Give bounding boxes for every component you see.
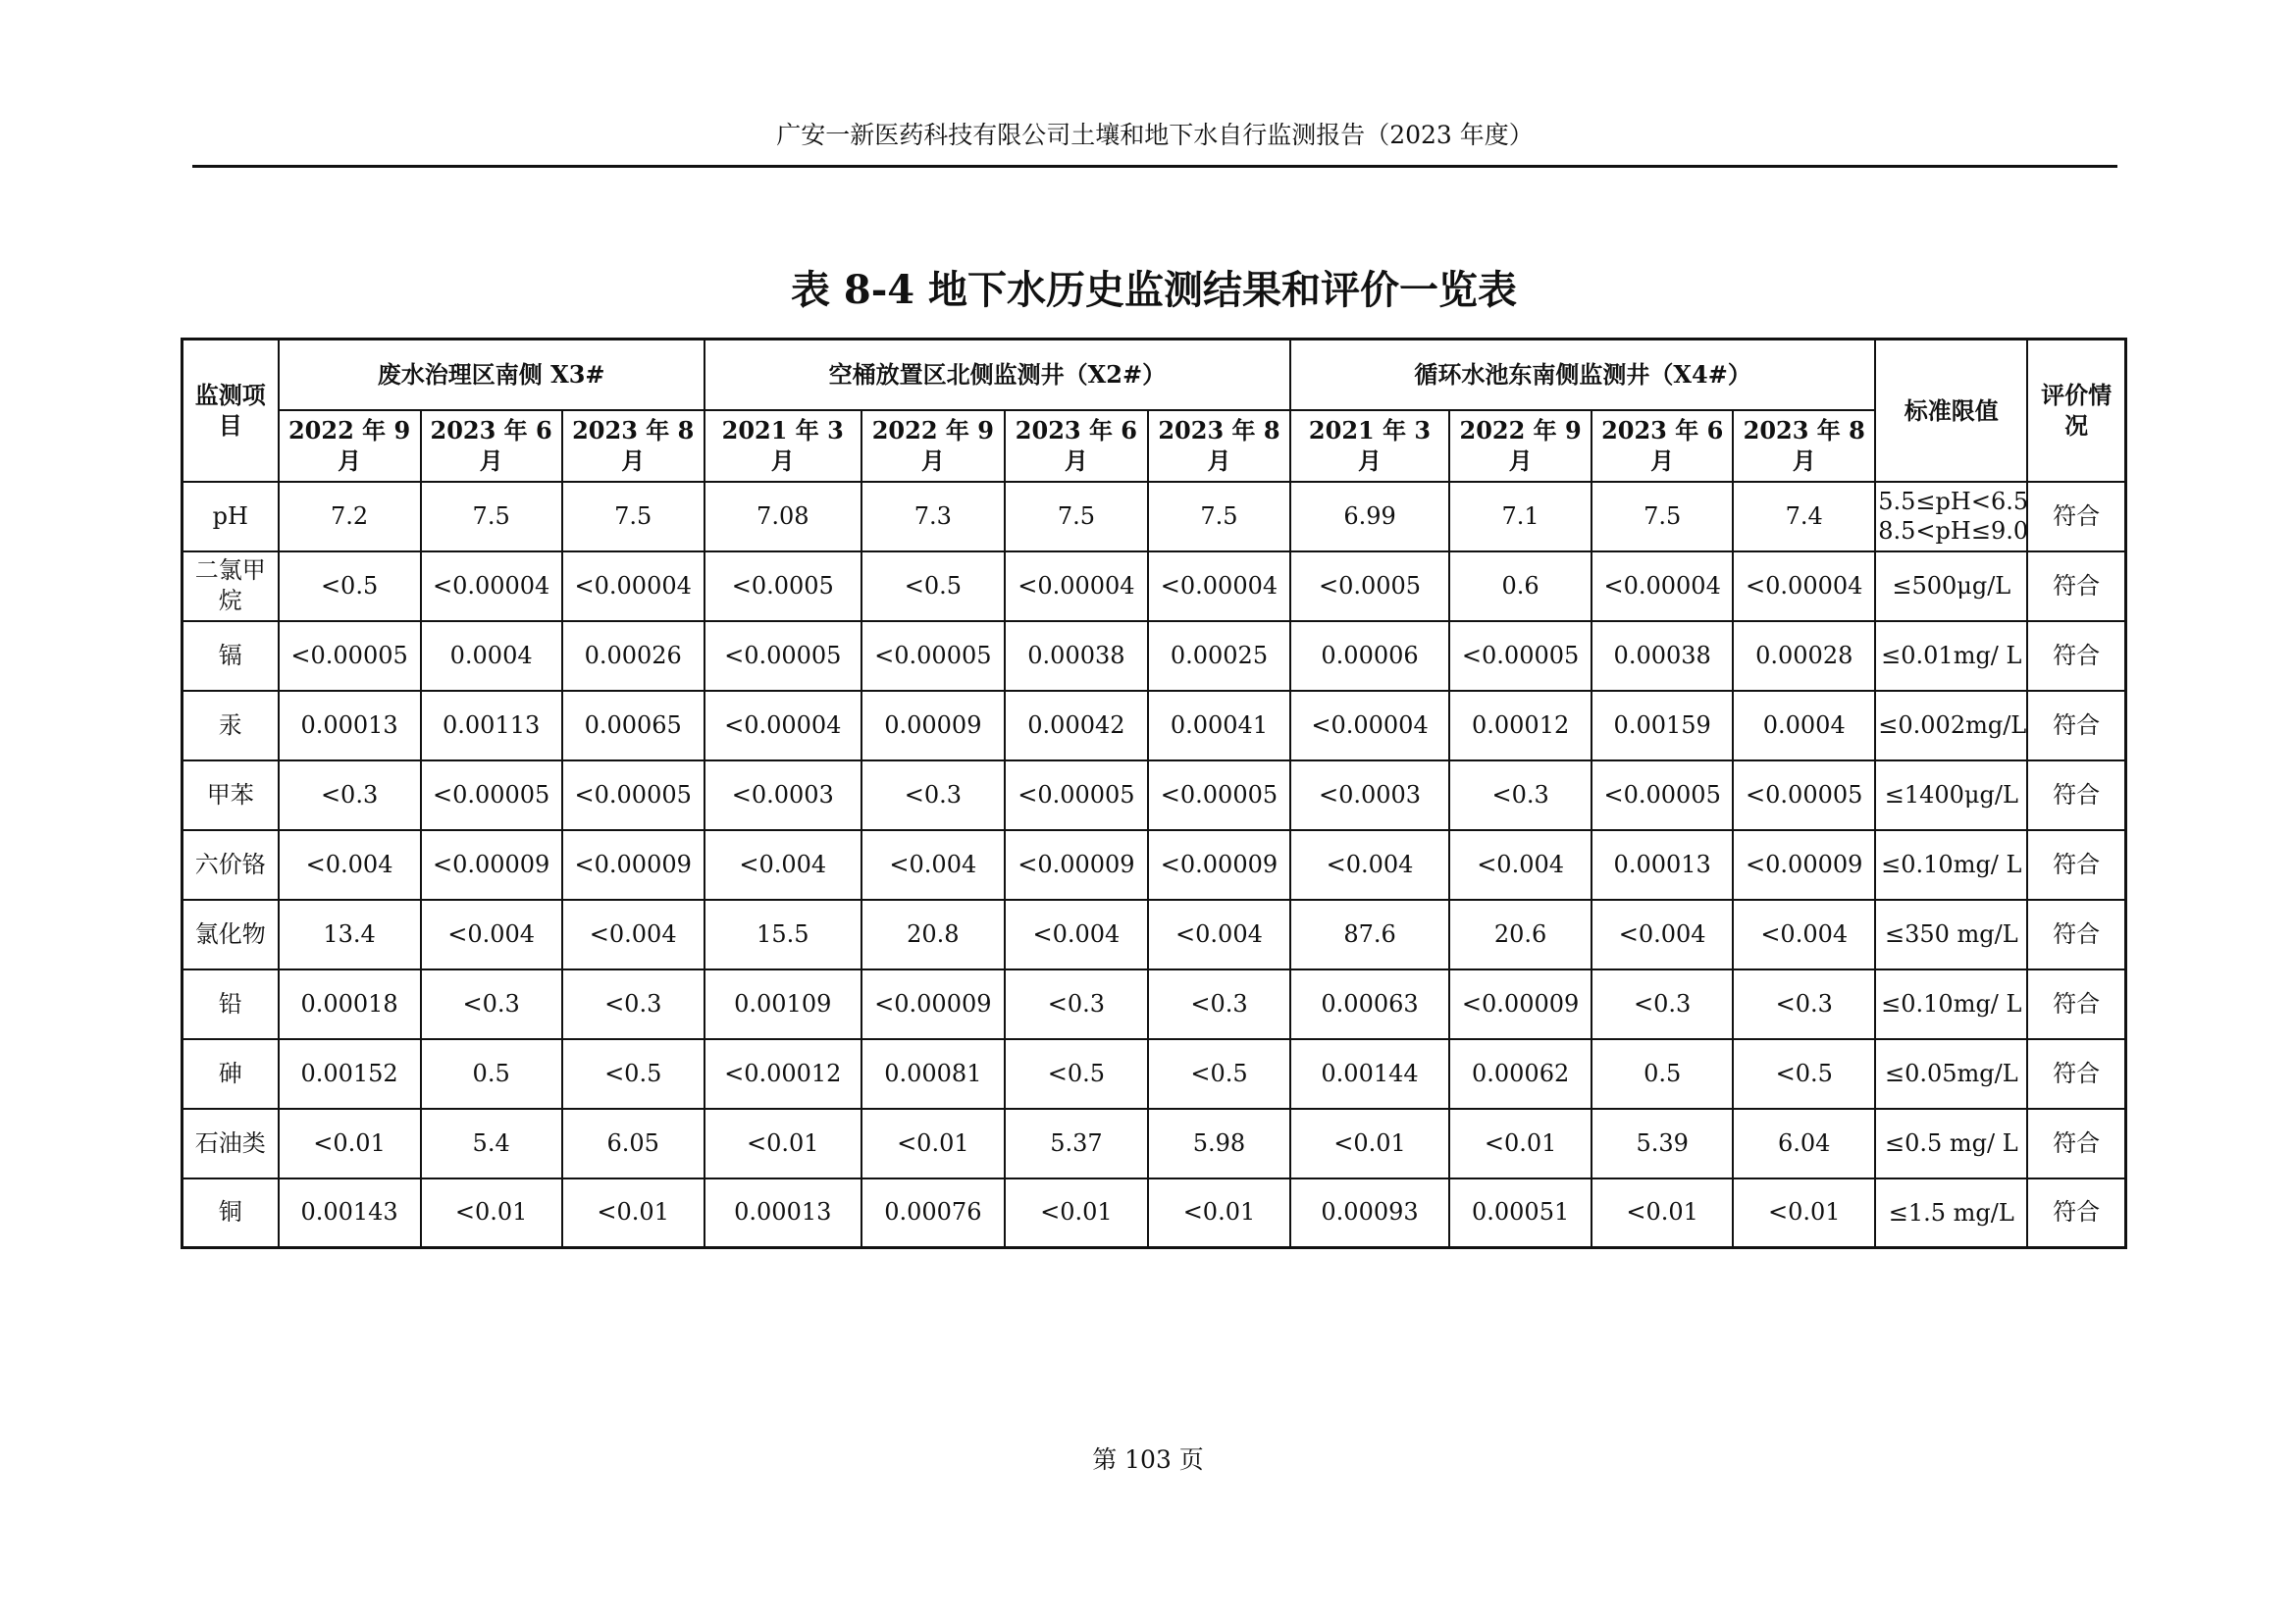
item-header: 监测项目: [183, 340, 279, 482]
value-cell: <0.00005: [1733, 760, 1875, 830]
group-header-x4: 循环水池东南侧监测井（X4#）: [1290, 340, 1875, 410]
value-cell: <0.00009: [1005, 830, 1148, 900]
value-cell: 6.04: [1733, 1109, 1875, 1178]
group-header-x2: 空桶放置区北侧监测井（X2#）: [704, 340, 1290, 410]
value-cell: <0.00009: [1148, 830, 1290, 900]
date-header: 2023 年 8 月: [562, 410, 704, 482]
table-header: [183, 340, 2126, 482]
value-cell: 0.5: [1592, 1039, 1733, 1109]
value-cell: <0.00004: [1290, 691, 1449, 760]
value-cell: 0.00144: [1290, 1039, 1449, 1109]
item-name-cell: 汞: [183, 691, 279, 760]
table-row: [183, 969, 2126, 1039]
value-cell: <0.3: [1148, 969, 1290, 1039]
value-cell: 7.2: [279, 482, 421, 551]
value-cell: <0.00005: [861, 621, 1005, 691]
item-name-cell: 氯化物: [183, 900, 279, 969]
value-cell: <0.004: [562, 900, 704, 969]
value-cell: <0.00009: [421, 830, 562, 900]
value-cell: 0.00113: [421, 691, 562, 760]
date-header: 2021 年 3 月: [1290, 410, 1449, 482]
value-cell: 0.00038: [1592, 621, 1733, 691]
value-cell: <0.01: [1733, 1178, 1875, 1248]
date-header: 2021 年 3 月: [704, 410, 861, 482]
value-cell: <0.00005: [1449, 621, 1592, 691]
standard-cell: [1875, 1178, 2027, 1248]
page-number: 第 103 页: [1092, 1445, 1204, 1474]
value-cell: <0.3: [279, 760, 421, 830]
value-cell: <0.00009: [1733, 830, 1875, 900]
value-cell: <0.5: [562, 1039, 704, 1109]
value-cell: 0.00159: [1592, 691, 1733, 760]
date-header: 2023 年 8 月: [1148, 410, 1290, 482]
standard-line: ≤0.10mg/ L: [1881, 990, 2022, 1018]
value-cell: 0.00081: [861, 1039, 1005, 1109]
evaluation-cell: 符合: [2027, 969, 2125, 1039]
table-row: [183, 1178, 2126, 1248]
value-cell: <0.00009: [1449, 969, 1592, 1039]
value-cell: 5.4: [421, 1109, 562, 1178]
value-cell: <0.004: [1592, 900, 1733, 969]
value-cell: <0.00009: [861, 969, 1005, 1039]
standard-line: ≤0.01mg/ L: [1881, 642, 2022, 669]
date-header: 2022 年 9 月: [279, 410, 421, 482]
evaluation-cell: 符合: [2027, 691, 2125, 760]
value-cell: 0.00143: [279, 1178, 421, 1248]
standard-line: ≤350 mg/L: [1884, 920, 2018, 948]
value-cell: 0.00076: [861, 1178, 1005, 1248]
standard-line: ≤0.5 mg/ L: [1884, 1129, 2018, 1157]
value-cell: <0.3: [1005, 969, 1148, 1039]
value-cell: <0.3: [861, 760, 1005, 830]
value-cell: 7.5: [1005, 482, 1148, 551]
standard-line: ≤500μg/L: [1892, 572, 2011, 600]
value-cell: <0.00004: [1733, 551, 1875, 621]
value-cell: 0.00109: [704, 969, 861, 1039]
value-cell: 15.5: [704, 900, 861, 969]
value-cell: <0.00005: [279, 621, 421, 691]
value-cell: <0.5: [861, 551, 1005, 621]
value-cell: 0.00051: [1449, 1178, 1592, 1248]
value-cell: <0.00004: [421, 551, 562, 621]
value-cell: 0.6: [1449, 551, 1592, 621]
standard-cell: [1875, 1039, 2027, 1109]
value-cell: 7.5: [421, 482, 562, 551]
value-cell: <0.004: [1005, 900, 1148, 969]
value-cell: <0.3: [1449, 760, 1592, 830]
item-name-cell: 二氯甲烷: [183, 551, 279, 621]
value-cell: <0.01: [1290, 1109, 1449, 1178]
value-cell: 5.98: [1148, 1109, 1290, 1178]
table-row: [183, 830, 2126, 900]
value-cell: 0.5: [421, 1039, 562, 1109]
table-row: [183, 1109, 2126, 1178]
date-header: 2023 年 8 月: [1733, 410, 1875, 482]
value-cell: <0.004: [421, 900, 562, 969]
value-cell: 0.00025: [1148, 621, 1290, 691]
value-cell: <0.00004: [1005, 551, 1148, 621]
value-cell: <0.00009: [562, 830, 704, 900]
header-row-groups: [183, 340, 2126, 410]
value-cell: 0.00093: [1290, 1178, 1449, 1248]
evaluation-cell: 符合: [2027, 900, 2125, 969]
value-cell: 7.5: [1592, 482, 1733, 551]
table-row: [183, 551, 2126, 621]
date-header: 2023 年 6 月: [1592, 410, 1733, 482]
group-header-x3: 废水治理区南侧 X3#: [279, 340, 704, 410]
value-cell: <0.01: [1592, 1178, 1733, 1248]
header-divider: [192, 165, 2117, 168]
table-body: [183, 482, 2126, 1248]
table-caption: 表 8-4 地下水历史监测结果和评价一览表: [790, 267, 1518, 313]
value-cell: <0.01: [1148, 1178, 1290, 1248]
value-cell: <0.0005: [1290, 551, 1449, 621]
value-cell: 0.00038: [1005, 621, 1148, 691]
value-cell: <0.00004: [562, 551, 704, 621]
value-cell: 0.00018: [279, 969, 421, 1039]
item-name-cell: 砷: [183, 1039, 279, 1109]
table-row: [183, 1039, 2126, 1109]
value-cell: <0.004: [1148, 900, 1290, 969]
table-row: [183, 482, 2126, 551]
value-cell: 0.00013: [704, 1178, 861, 1248]
value-cell: 0.00028: [1733, 621, 1875, 691]
standard-cell: [1875, 900, 2027, 969]
value-cell: <0.004: [1290, 830, 1449, 900]
item-name-cell: pH: [183, 482, 279, 551]
value-cell: <0.5: [1148, 1039, 1290, 1109]
value-cell: <0.5: [1733, 1039, 1875, 1109]
standard-line: 8.5<pH≤9.0: [1878, 517, 2029, 545]
table-row: [183, 900, 2126, 969]
value-cell: <0.0003: [704, 760, 861, 830]
item-name-cell: 铜: [183, 1178, 279, 1248]
value-cell: <0.3: [1592, 969, 1733, 1039]
standard-cell: [1875, 830, 2027, 900]
value-cell: 0.00041: [1148, 691, 1290, 760]
value-cell: <0.004: [861, 830, 1005, 900]
value-cell: <0.01: [1449, 1109, 1592, 1178]
item-name-cell: 镉: [183, 621, 279, 691]
date-header: 2023 年 6 月: [1005, 410, 1148, 482]
value-cell: 13.4: [279, 900, 421, 969]
value-cell: 20.6: [1449, 900, 1592, 969]
value-cell: <0.01: [861, 1109, 1005, 1178]
value-cell: 0.00013: [1592, 830, 1733, 900]
value-cell: <0.01: [562, 1178, 704, 1248]
value-cell: 20.8: [861, 900, 1005, 969]
value-cell: <0.5: [279, 551, 421, 621]
item-name-cell: 石油类: [183, 1109, 279, 1178]
value-cell: 7.1: [1449, 482, 1592, 551]
groundwater-monitoring-table: [181, 338, 2127, 1249]
item-name-cell: 甲苯: [183, 760, 279, 830]
value-cell: <0.00005: [562, 760, 704, 830]
value-cell: <0.5: [1005, 1039, 1148, 1109]
value-cell: 7.3: [861, 482, 1005, 551]
value-cell: 0.00065: [562, 691, 704, 760]
standard-cell: [1875, 760, 2027, 830]
standard-line: ≤0.002mg/L: [1878, 711, 2027, 739]
value-cell: 0.00013: [279, 691, 421, 760]
value-cell: 0.00012: [1449, 691, 1592, 760]
value-cell: <0.3: [1733, 969, 1875, 1039]
value-cell: <0.004: [1733, 900, 1875, 969]
standard-line: ≤1400μg/L: [1884, 781, 2018, 809]
value-cell: 6.05: [562, 1109, 704, 1178]
value-cell: 7.5: [1148, 482, 1290, 551]
value-cell: 0.00152: [279, 1039, 421, 1109]
value-cell: 0.0004: [1733, 691, 1875, 760]
value-cell: 7.4: [1733, 482, 1875, 551]
value-cell: <0.00005: [421, 760, 562, 830]
value-cell: 0.00006: [1290, 621, 1449, 691]
value-cell: <0.004: [279, 830, 421, 900]
value-cell: <0.004: [1449, 830, 1592, 900]
value-cell: 0.00063: [1290, 969, 1449, 1039]
value-cell: 0.00026: [562, 621, 704, 691]
value-cell: <0.004: [704, 830, 861, 900]
value-cell: <0.00004: [1148, 551, 1290, 621]
evaluation-cell: 符合: [2027, 621, 2125, 691]
value-cell: <0.00005: [1592, 760, 1733, 830]
value-cell: 7.08: [704, 482, 861, 551]
date-header: 2022 年 9 月: [861, 410, 1005, 482]
evaluation-cell: 符合: [2027, 1039, 2125, 1109]
standard-cell: [1875, 621, 2027, 691]
item-name-cell: 六价铬: [183, 830, 279, 900]
value-cell: <0.0003: [1290, 760, 1449, 830]
running-header: 广安一新医药科技有限公司土壤和地下水自行监测报告（2023 年度）: [776, 121, 1534, 149]
standard-line: ≤0.10mg/ L: [1881, 851, 2022, 878]
standard-header: 标准限值: [1875, 340, 2027, 482]
value-cell: <0.00005: [704, 621, 861, 691]
standard-cell: [1875, 969, 2027, 1039]
value-cell: 7.5: [562, 482, 704, 551]
value-cell: <0.00004: [1592, 551, 1733, 621]
value-cell: 87.6: [1290, 900, 1449, 969]
value-cell: <0.00012: [704, 1039, 861, 1109]
standard-line: ≤1.5 mg/L: [1888, 1198, 2014, 1227]
value-cell: 0.0004: [421, 621, 562, 691]
value-cell: 5.39: [1592, 1109, 1733, 1178]
value-cell: <0.3: [421, 969, 562, 1039]
value-cell: <0.00004: [704, 691, 861, 760]
value-cell: <0.01: [1005, 1178, 1148, 1248]
standard-line: ≤0.05mg/L: [1884, 1060, 2018, 1087]
evaluation-cell: 符合: [2027, 1178, 2125, 1248]
table-row: [183, 621, 2126, 691]
standard-cell: [1875, 482, 2027, 551]
value-cell: <0.0005: [704, 551, 861, 621]
date-header: 2022 年 9 月: [1449, 410, 1592, 482]
table-row: [183, 691, 2126, 760]
value-cell: 6.99: [1290, 482, 1449, 551]
value-cell: <0.01: [421, 1178, 562, 1248]
evaluation-cell: 符合: [2027, 482, 2125, 551]
value-cell: <0.01: [279, 1109, 421, 1178]
evaluation-cell: 符合: [2027, 1109, 2125, 1178]
evaluation-header: 评价情况: [2027, 340, 2125, 482]
header-row-dates: [183, 410, 2126, 482]
evaluation-cell: 符合: [2027, 760, 2125, 830]
value-cell: 0.00062: [1449, 1039, 1592, 1109]
standard-cell: [1875, 1109, 2027, 1178]
standard-line: 5.5≤pH<6.5: [1878, 488, 2029, 515]
value-cell: <0.00005: [1005, 760, 1148, 830]
item-name-cell: 铅: [183, 969, 279, 1039]
evaluation-cell: 符合: [2027, 551, 2125, 621]
date-header: 2023 年 6 月: [421, 410, 562, 482]
value-cell: 5.37: [1005, 1109, 1148, 1178]
standard-cell: [1875, 691, 2027, 760]
value-cell: 0.00009: [861, 691, 1005, 760]
value-cell: <0.01: [704, 1109, 861, 1178]
value-cell: <0.00005: [1148, 760, 1290, 830]
value-cell: 0.00042: [1005, 691, 1148, 760]
table-row: [183, 760, 2126, 830]
value-cell: <0.3: [562, 969, 704, 1039]
standard-cell: [1875, 551, 2027, 621]
evaluation-cell: 符合: [2027, 830, 2125, 900]
